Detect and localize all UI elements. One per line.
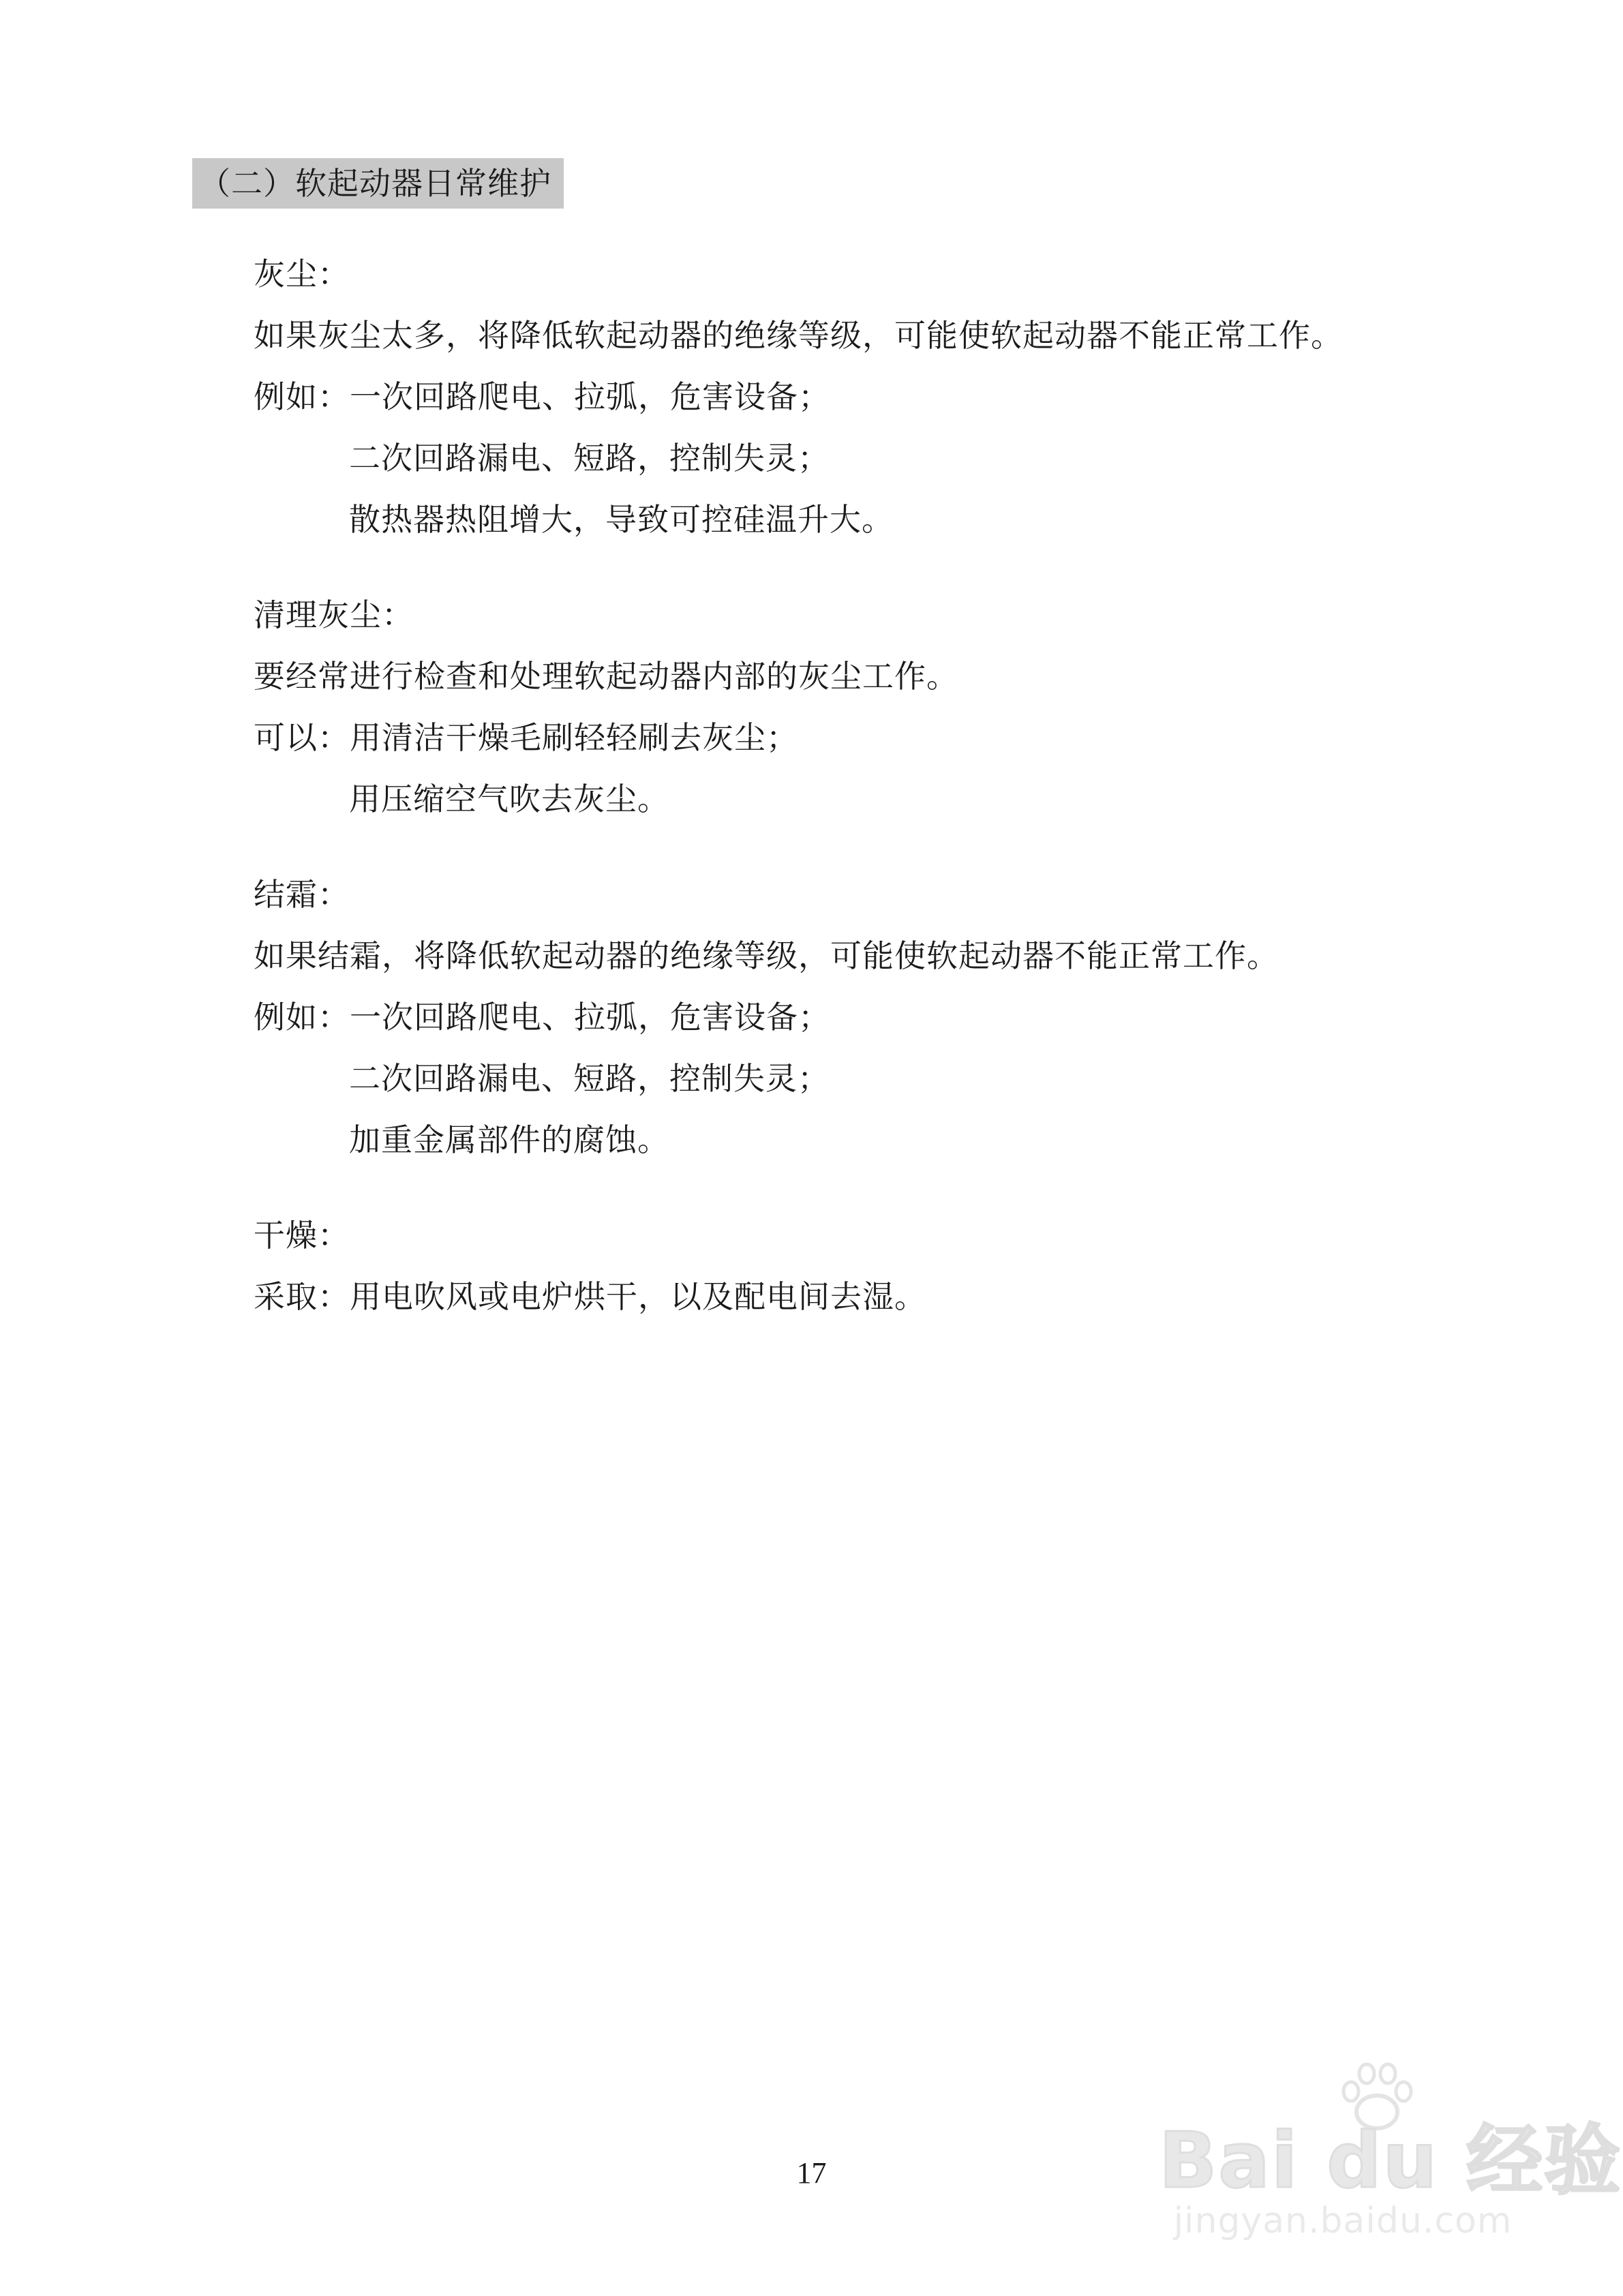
dust-title: 灰尘：	[254, 256, 350, 292]
dust-example-3: 散热器热阻增大，导致可控硅温升大。	[349, 501, 894, 538]
frost-example-1: 例如：一次回路爬电、拉弧，危害设备；	[254, 999, 830, 1036]
baidu-jingyan-watermark	[1152, 2059, 1622, 2263]
page-number: 17	[796, 2156, 827, 2190]
dust-body: 如果灰尘太多，将降低软起动器的绝缘等级，可能使软起动器不能正常工作。	[254, 317, 1343, 354]
clean-body: 要经常进行检查和处理软起动器内部的灰尘工作。	[254, 658, 958, 695]
clean-method-1: 可以：用清洁干燥毛刷轻轻刷去灰尘；	[254, 719, 798, 756]
frost-title: 结霜：	[254, 876, 350, 913]
dry-title: 干燥：	[254, 1217, 350, 1254]
dust-example-1: 例如：一次回路爬电、拉弧，危害设备；	[254, 378, 830, 415]
watermark-url: jingyan.baidu.com	[1173, 2201, 1513, 2241]
clean-method-2: 用压缩空气吹去灰尘。	[349, 781, 669, 817]
clean-title: 清理灰尘：	[254, 596, 414, 633]
dust-example-2: 二次回路漏电、短路，控制失灵；	[349, 440, 830, 477]
dry-body: 采取：用电吹风或电炉烘干，以及配电间去湿。	[254, 1278, 926, 1315]
frost-example-2: 二次回路漏电、短路，控制失灵；	[349, 1060, 830, 1097]
frost-body: 如果结霜，将降低软起动器的绝缘等级，可能使软起动器不能正常工作。	[254, 937, 1279, 974]
watermark-logo-text: Bai du 经验	[1159, 2117, 1622, 2205]
section-heading: （二）软起动器日常维护	[192, 158, 564, 209]
frost-example-3: 加重金属部件的腐蚀。	[349, 1121, 669, 1158]
